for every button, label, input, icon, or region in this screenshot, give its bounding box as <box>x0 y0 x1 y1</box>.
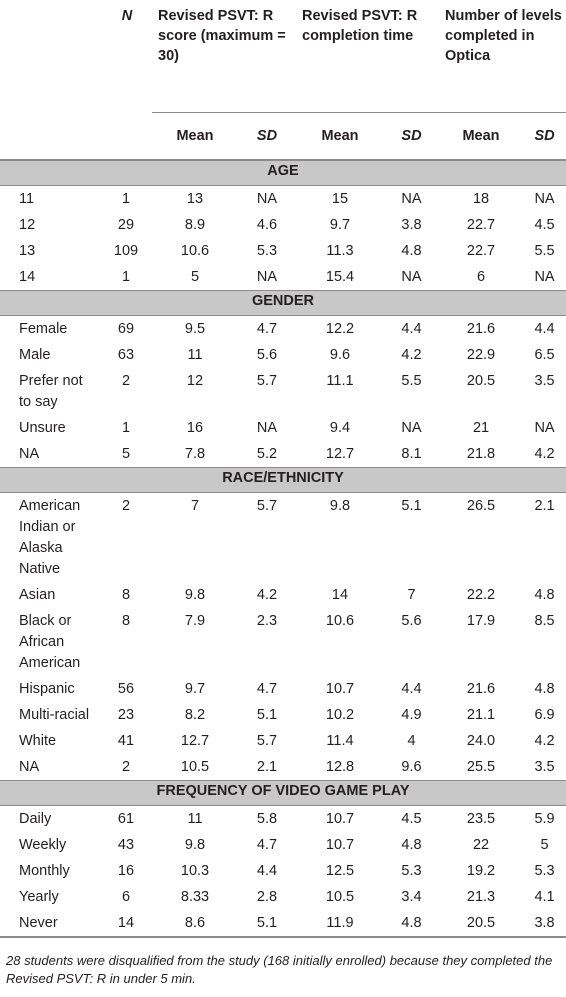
table-cell: 7 <box>407 587 416 603</box>
table-cell: 4.2 <box>534 446 555 462</box>
table-cell: 5.5 <box>534 243 555 259</box>
header-blank-3 <box>100 113 152 161</box>
table-cell: 4.8 <box>401 243 422 259</box>
table-cell: 25.5 <box>466 759 496 775</box>
table-cell: 11.4 <box>326 733 354 749</box>
table-cell: 8.2 <box>184 707 206 723</box>
row-label: Unsure <box>19 420 66 436</box>
table-cell: 4.9 <box>401 707 422 723</box>
row-label: Asian <box>19 587 56 603</box>
table-row <box>0 415 566 441</box>
header-levels-sd: SD <box>523 113 566 161</box>
table-cell: 43 <box>117 837 135 853</box>
table-cell: 1 <box>121 191 131 207</box>
table-cell: NA <box>534 191 555 207</box>
table-cell: 2.1 <box>256 759 278 775</box>
table-cell: 8.5 <box>534 613 555 629</box>
table-cell: 5.9 <box>534 811 555 827</box>
row-label: 14 <box>19 269 36 285</box>
table-row <box>0 238 566 264</box>
row-label: Prefer not to say <box>19 373 83 410</box>
table-row <box>0 368 566 415</box>
table-cell: 21 <box>472 420 490 436</box>
header-n: N <box>121 8 133 24</box>
table-cell: 69 <box>117 321 135 337</box>
table-cell: 5.7 <box>256 733 278 749</box>
table-cell: 15 <box>331 191 349 207</box>
table-row <box>0 582 566 608</box>
row-label: Monthly <box>19 863 70 879</box>
table-cell: 10.5 <box>180 759 210 775</box>
section-header-row <box>0 291 566 316</box>
table-cell: 3.8 <box>523 910 566 937</box>
table-cell: 2 <box>121 759 131 775</box>
section-title: AGE <box>0 160 566 186</box>
table-cell: 41 <box>117 733 135 749</box>
table-cell: 6.9 <box>534 707 555 723</box>
table-cell: 4.4 <box>401 321 422 337</box>
table-cell: 12.7 <box>180 733 210 749</box>
table-cell: NA <box>401 420 422 436</box>
table-cell: 10.7 <box>325 811 355 827</box>
table-cell: 7.9 <box>184 613 206 629</box>
table-cell: 10.2 <box>325 707 355 723</box>
table-cell: 5.8 <box>256 811 278 827</box>
table-cell: 21.6 <box>466 681 496 697</box>
table-row <box>0 264 566 291</box>
table-cell: NA <box>534 420 555 436</box>
table-cell: 3.8 <box>401 217 422 233</box>
table-cell: 9.6 <box>329 347 351 363</box>
table-cell: 4.4 <box>256 863 278 879</box>
table-row <box>0 441 566 468</box>
table-cell: 4.8 <box>534 587 555 603</box>
table-cell: 18 <box>472 191 490 207</box>
table-cell: 21.3 <box>466 889 496 905</box>
table-cell: 9.4 <box>329 420 351 436</box>
table-cell: 4 <box>407 733 416 749</box>
table-cell: 12.5 <box>325 863 355 879</box>
header-score-sd: SD <box>238 113 296 161</box>
table-cell: 4.1 <box>534 889 555 905</box>
table-cell: 1 <box>121 269 131 285</box>
table-cell: 22.7 <box>466 243 496 259</box>
table-cell: 21.6 <box>466 321 496 337</box>
table-cell: 8.6 <box>152 910 238 937</box>
table-cell: 4.8 <box>534 681 555 697</box>
row-label: White <box>19 733 57 749</box>
table-cell: 6 <box>121 889 131 905</box>
table-row <box>0 493 566 583</box>
table-cell: 4.8 <box>384 910 439 937</box>
table-cell: 12.2 <box>325 321 355 337</box>
table-cell: 10.5 <box>325 889 355 905</box>
table-row <box>0 342 566 368</box>
table-cell: 17.9 <box>466 613 496 629</box>
table-cell: 61 <box>117 811 135 827</box>
table-cell: 12.8 <box>325 759 355 775</box>
table-cell: 5 <box>121 446 131 462</box>
header-levels: Number of levels completed in Optica <box>439 0 566 113</box>
table-cell: 4.4 <box>401 681 422 697</box>
table-cell: 11.1 <box>326 373 354 389</box>
table-cell: 9.6 <box>401 759 422 775</box>
table-header <box>0 0 566 160</box>
header-time-sd: SD <box>384 113 439 161</box>
row-label: Daily <box>19 811 52 827</box>
table-cell: NA <box>401 269 422 285</box>
table-cell: 2.8 <box>256 889 278 905</box>
table-cell: NA <box>256 420 278 436</box>
table-cell: 8 <box>121 613 131 629</box>
table-cell: 5.7 <box>256 498 278 514</box>
table-cell: 10.3 <box>180 863 210 879</box>
table-cell: 4.5 <box>401 811 422 827</box>
table-row <box>0 316 566 343</box>
table-body <box>0 160 566 937</box>
table-cell: 5.7 <box>256 373 278 389</box>
table-cell: 5.1 <box>401 498 422 514</box>
table-cell: 7.8 <box>184 446 206 462</box>
table-cell: 22.7 <box>466 217 496 233</box>
table-cell: 5.3 <box>401 863 422 879</box>
table-cell: 29 <box>117 217 135 233</box>
row-label: Male <box>19 347 51 363</box>
table-cell: 22.2 <box>466 587 496 603</box>
table-cell: 5.1 <box>238 910 296 937</box>
table-cell: 3.5 <box>534 759 555 775</box>
section-title: GENDER <box>0 291 566 316</box>
section-header-row <box>0 468 566 493</box>
table-cell: 4.2 <box>256 587 278 603</box>
table-cell: 5 <box>190 269 200 285</box>
table-cell: 63 <box>117 347 135 363</box>
table-row <box>0 702 566 728</box>
table-cell: 9.8 <box>184 837 206 853</box>
table-cell: 4.7 <box>256 681 278 697</box>
table-cell: 20.5 <box>439 910 523 937</box>
table-cell: 5.5 <box>401 373 422 389</box>
header-blank-2 <box>0 113 100 161</box>
header-score-mean: Mean <box>152 113 238 161</box>
table-cell: 10.7 <box>325 681 355 697</box>
table-cell: 10.6 <box>180 243 210 259</box>
table-cell: 4.5 <box>534 217 555 233</box>
row-label: Yearly <box>19 889 59 905</box>
table-cell: 5.1 <box>256 707 278 723</box>
table-cell: 10.6 <box>325 613 355 629</box>
table-cell: 11.3 <box>326 243 354 259</box>
table-cell: 4.4 <box>534 321 555 337</box>
table-cell: 24.0 <box>466 733 496 749</box>
table-cell: 4.7 <box>256 837 278 853</box>
table-cell: 9.7 <box>329 217 351 233</box>
table-cell: 4.6 <box>256 217 278 233</box>
table-row <box>0 806 566 833</box>
row-label: Female <box>19 321 68 337</box>
table-cell: 14 <box>331 587 349 603</box>
row-label: Weekly <box>19 837 67 853</box>
table-row <box>0 858 566 884</box>
table-cell: 15.4 <box>325 269 355 285</box>
row-label: Black or African American <box>19 613 81 671</box>
row-label: NA <box>19 759 40 775</box>
table-row <box>0 832 566 858</box>
table-cell: NA <box>256 191 278 207</box>
header-blank <box>0 0 100 113</box>
table-row <box>0 676 566 702</box>
table-cell: 11 <box>187 811 203 827</box>
row-label: NA <box>19 446 40 462</box>
table-row <box>0 728 566 754</box>
section-header-row <box>0 781 566 806</box>
table-row <box>0 608 566 676</box>
table-cell: 2.3 <box>256 613 278 629</box>
table-cell: 3.5 <box>534 373 555 389</box>
table-cell: 12.7 <box>325 446 355 462</box>
table-cell: 16 <box>186 420 204 436</box>
table-cell: 4.2 <box>401 347 422 363</box>
row-label: Multi-racial <box>19 707 90 723</box>
table-cell: 9.5 <box>184 321 206 337</box>
table-cell: 10.7 <box>325 837 355 853</box>
table-cell: 5.6 <box>401 613 422 629</box>
section-header-row <box>0 160 566 186</box>
table-row <box>0 754 566 781</box>
table-cell: 22.9 <box>466 347 496 363</box>
table-row <box>0 884 566 910</box>
table-row <box>0 212 566 238</box>
table-cell: 109 <box>113 243 139 259</box>
table-cell: 8.1 <box>401 446 422 462</box>
row-label: 13 <box>19 243 36 259</box>
header-score: Revised PSVT: R score (maximum = 30) <box>152 0 296 113</box>
row-label: Never <box>0 910 100 937</box>
table-cell: 3.4 <box>401 889 422 905</box>
table-cell: 9.8 <box>329 498 351 514</box>
table-cell: 7 <box>190 498 200 514</box>
table-cell: 2 <box>121 498 131 514</box>
section-title: FREQUENCY OF VIDEO GAME PLAY <box>0 781 566 806</box>
row-label: 11 <box>19 191 35 207</box>
table-cell: 4.7 <box>256 321 278 337</box>
table-cell: 8.33 <box>180 889 210 905</box>
table-cell: 5.3 <box>256 243 278 259</box>
header-time-mean: Mean <box>296 113 384 161</box>
table-cell: 22 <box>472 837 490 853</box>
header-time: Revised PSVT: R completion time <box>296 0 439 113</box>
table-cell: 5.2 <box>256 446 278 462</box>
table-cell: NA <box>256 269 278 285</box>
table-cell: 2.1 <box>534 498 555 514</box>
row-label: American Indian or Alaska Native <box>19 498 81 577</box>
table-cell: 6.5 <box>534 347 555 363</box>
table-cell: 56 <box>117 681 135 697</box>
table-cell: 13 <box>186 191 204 207</box>
table-cell: 5 <box>540 837 549 853</box>
table-cell: 8.9 <box>184 217 206 233</box>
table-cell: NA <box>534 269 555 285</box>
table-cell: 9.7 <box>184 681 206 697</box>
header-levels-mean: Mean <box>439 113 523 161</box>
table-cell: 1 <box>121 420 131 436</box>
table-cell: 12 <box>186 373 204 389</box>
table-cell: 4.8 <box>401 837 422 853</box>
table-cell: 4.2 <box>534 733 555 749</box>
table-cell: 21.8 <box>466 446 496 462</box>
table-cell: 8 <box>121 587 131 603</box>
table-cell: 26.5 <box>466 498 496 514</box>
table-row <box>0 910 566 937</box>
table-cell: 16 <box>117 863 135 879</box>
table-row <box>0 186 566 213</box>
table-cell: 21.1 <box>466 707 496 723</box>
row-label: Hispanic <box>19 681 75 697</box>
table-cell: 14 <box>100 910 152 937</box>
row-label: 12 <box>19 217 36 233</box>
table-cell: 11.9 <box>296 910 384 937</box>
table-cell: 2 <box>121 373 131 389</box>
table-cell: 20.5 <box>466 373 496 389</box>
table-cell: 6 <box>476 269 486 285</box>
table-cell: 19.2 <box>466 863 496 879</box>
table-cell: 5.6 <box>256 347 278 363</box>
section-title: RACE/ETHNICITY <box>0 468 566 493</box>
table-footnote: 28 students were disqualified from the study (168 initially enrolled) because they completed the Revised PSVT: R in under 5 min. <box>6 953 553 986</box>
table-cell: 11 <box>187 347 203 363</box>
table-cell: 9.8 <box>184 587 206 603</box>
table-cell: 23.5 <box>466 811 496 827</box>
table-cell: 23 <box>117 707 135 723</box>
table-cell: 5.3 <box>534 863 555 879</box>
table-cell: NA <box>401 191 422 207</box>
